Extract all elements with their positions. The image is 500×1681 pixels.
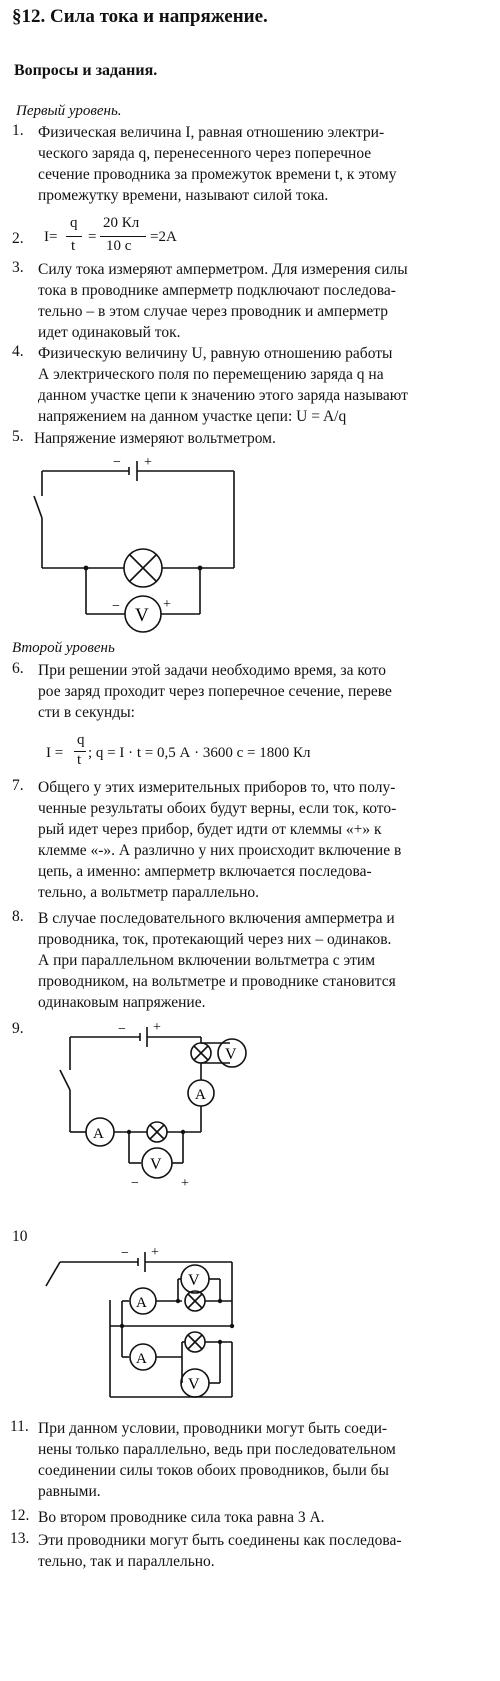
formula-2-numerator-value: 20 Кл	[103, 215, 140, 231]
ammeter-label: A	[195, 1087, 206, 1103]
item-number: 8.	[12, 908, 24, 925]
item-1-line: промежутку времени, называют силой тока.	[38, 187, 329, 204]
item-8-line: А при параллельном включении вольтметра с этим	[38, 952, 376, 969]
plus-sign: +	[144, 455, 152, 470]
level-first-heading: Первый уровень.	[16, 103, 122, 119]
item-6-line: рое заряд проходит через поперечное сечение, переве	[38, 683, 392, 700]
item-13-line: тельно, так и параллельно.	[38, 1553, 215, 1570]
item-11-line: равными.	[38, 1483, 101, 1500]
formula-2-numerator: q	[70, 215, 78, 231]
voltmeter-label: V	[188, 1272, 200, 1289]
item-number: 10	[12, 1228, 28, 1245]
plus-sign: +	[151, 1245, 159, 1260]
item-8-line: проводника, ток, протекающий через них – одинаков.	[38, 931, 392, 948]
item-number: 1.	[12, 122, 24, 139]
item-8-line: проводником, на вольтметре и проводнике становится	[38, 973, 396, 990]
formula-2-lhs: I=	[44, 229, 58, 245]
minus-sign: −	[113, 455, 121, 470]
item-number: 12.	[10, 1507, 30, 1524]
item-number: 9.	[12, 1020, 24, 1037]
item-4-line: А электрического поля по перемещению заряда q на	[38, 366, 384, 383]
item-11-line: нены только параллельно, ведь при последовательном	[38, 1441, 396, 1458]
item-number: 11.	[10, 1418, 29, 1435]
item-13-line: Эти проводники могут быть соединены как последова-	[38, 1532, 402, 1549]
minus-sign: −	[131, 1176, 139, 1191]
minus-sign: −	[118, 1022, 126, 1037]
item-7-line: цепь, а именно: амперметр включается последова-	[38, 863, 372, 880]
item-12-line: Во втором проводнике сила тока равна 3 А.	[38, 1509, 325, 1526]
item-1-line: сечение проводника за промежуток времени t, к этому	[38, 166, 397, 183]
minus-sign: −	[121, 1246, 129, 1261]
item-number: 3.	[12, 259, 24, 276]
item-number: 2.	[12, 230, 24, 247]
item-8-line: В случае последовательного включения амперметра и	[38, 910, 395, 927]
plus-sign: +	[163, 597, 171, 612]
formula-2-denominator: t	[71, 238, 76, 254]
item-3-line: тельно – в этом случае через проводник и амперметр	[38, 303, 388, 320]
item-number: 5.	[12, 428, 24, 445]
item-7-line: Общего у этих измерительных приборов то, что полу-	[38, 779, 396, 796]
item-4-line: Физическую величину U, равную отношению работы	[38, 345, 393, 362]
formula-2-equals: =	[88, 229, 97, 245]
item-7-line: тельно, а вольтметр параллельно.	[38, 884, 260, 901]
item-3-line: тока в проводнике амперметр подключают последова-	[38, 282, 396, 299]
item-7-line: ченные результаты обоих будут верны, если ток, кото-	[38, 800, 397, 817]
item-4-line: данном участке цепи к значению этого заряда называют	[38, 387, 408, 404]
voltmeter-label: V	[225, 1046, 237, 1063]
formula-6-rest: ; q = I · t = 0,5 А · 3600 с = 1800 Кл	[88, 745, 311, 761]
ammeter-label: A	[93, 1126, 104, 1142]
fraction-bar	[100, 236, 146, 237]
level-second-heading: Второй уровень	[12, 640, 115, 656]
item-6-line: сти в секунды:	[38, 704, 135, 721]
page-title: §12. Сила тока и напряжение.	[12, 6, 268, 27]
item-11-line: соединении силы токов обоих проводников, были бы	[38, 1462, 389, 1479]
voltmeter-label: V	[135, 605, 149, 626]
item-8-line: одинаковым напряжение.	[38, 994, 206, 1011]
item-11-line: При данном условии, проводники могут быть соеди-	[38, 1420, 388, 1437]
plus-sign: +	[181, 1176, 189, 1191]
formula-2-result: =2А	[150, 229, 177, 245]
item-7-line: рый идет через прибор, будет идти от клеммы «+» к	[38, 821, 382, 838]
item-1-line: ческого заряда q, перенесенного через поперечное	[38, 145, 372, 162]
item-7-line: клемме «-». А различно у них происходит включение в	[38, 842, 402, 859]
formula-6-denominator: t	[77, 752, 82, 768]
item-3-line: идет одинаковый ток.	[38, 324, 181, 341]
item-3-line: Силу тока измеряют амперметром. Для измерения силы	[38, 261, 408, 278]
formula-6-lhs: I =	[46, 745, 64, 761]
voltmeter-label: V	[188, 1376, 200, 1393]
formula-6-numerator: q	[77, 732, 85, 748]
section-subtitle: Вопросы и задания.	[14, 62, 158, 79]
item-5-line: Напряжение измеряют вольтметром.	[34, 430, 276, 447]
voltmeter-label: V	[150, 1156, 162, 1173]
item-4-line: напряжением на данном участке цепи: U = A/q	[38, 408, 347, 425]
formula-2-denominator-value: 10 с	[106, 238, 132, 254]
item-number: 7.	[12, 777, 24, 794]
plus-sign: +	[153, 1020, 161, 1035]
minus-sign: −	[112, 599, 120, 614]
fraction-bar	[66, 236, 82, 237]
item-number: 13.	[10, 1530, 30, 1547]
ammeter-label: A	[136, 1351, 147, 1367]
item-1-line: Физическая величина I, равная отношению электри-	[38, 124, 385, 141]
ammeter-label: A	[136, 1295, 147, 1311]
item-number: 4.	[12, 343, 24, 360]
item-6-line: При решении этой задачи необходимо время, за кото	[38, 662, 386, 679]
item-number: 6.	[12, 660, 24, 677]
